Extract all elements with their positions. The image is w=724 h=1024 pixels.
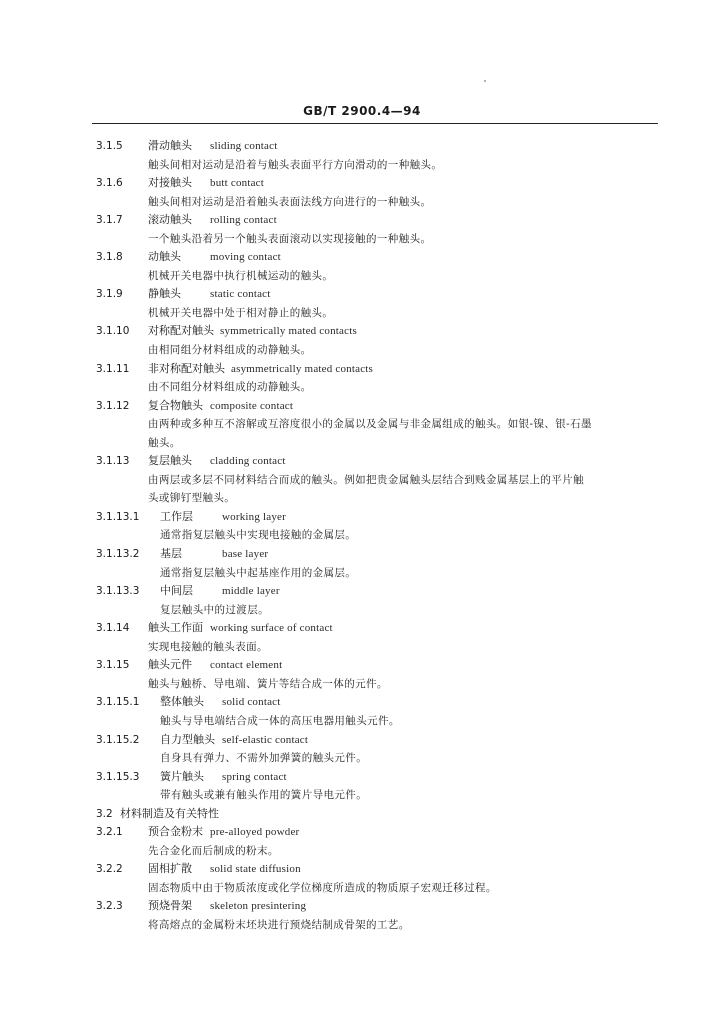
term-chinese: 固相扩散 bbox=[148, 862, 192, 876]
term-number: 3.1.13.2 bbox=[96, 548, 140, 561]
term-english: working layer bbox=[222, 510, 286, 523]
term-chinese: 复合物触头 bbox=[148, 398, 203, 412]
section-title: 材料制造及有关特性 bbox=[120, 806, 219, 820]
term-definition: 通常指复层触头中起基座作用的金属层。 bbox=[160, 566, 357, 579]
term-number: 3.1.11 bbox=[96, 362, 130, 375]
term-line bbox=[0, 545, 724, 564]
term-line bbox=[0, 285, 724, 304]
term-line bbox=[0, 360, 724, 379]
term-english: solid contact bbox=[222, 696, 281, 709]
term-chinese: 预合金粉末 bbox=[148, 825, 203, 839]
term-definition: 固态物质中由于物质浓度或化学位梯度所造成的物质原子宏观迁移过程。 bbox=[148, 881, 497, 894]
term-english: base layer bbox=[222, 548, 269, 561]
term-number: 3.1.14 bbox=[96, 622, 130, 635]
term-line bbox=[0, 137, 724, 156]
term-definition: 一个触头沿着另一个触头表面滚动以实现接触的一种触头。 bbox=[148, 232, 432, 245]
term-definition: 实现电接触的触头表面。 bbox=[148, 640, 268, 653]
term-english: static contact bbox=[210, 288, 271, 301]
term-definition: 由两层或多层不同材料结合而成的触头。例如把贵金属触头层结合到贱金属基层上的平片触 bbox=[148, 473, 584, 486]
term-number: 3.1.15.2 bbox=[96, 733, 140, 746]
term-english: contact element bbox=[210, 659, 283, 672]
term-number: 3.2.2 bbox=[96, 863, 123, 876]
term-number: 3.1.7 bbox=[96, 214, 123, 227]
term-english: composite contact bbox=[210, 399, 294, 412]
term-chinese: 整体触头 bbox=[160, 695, 204, 709]
term-chinese: 对称配对触头 bbox=[148, 324, 214, 338]
term-number: 3.1.15.1 bbox=[96, 696, 140, 709]
term-chinese: 复层触头 bbox=[148, 454, 192, 468]
section-number: 3.2 bbox=[96, 807, 113, 820]
term-english: butt contact bbox=[210, 177, 265, 190]
term-definition: 通常指复层触头中实现电接触的金属层。 bbox=[160, 529, 357, 542]
term-chinese: 簧片触头 bbox=[160, 769, 204, 783]
term-definition: 先合金化而后制成的粉末。 bbox=[148, 844, 279, 857]
term-english: middle layer bbox=[222, 585, 280, 598]
term-number: 3.1.13 bbox=[96, 455, 130, 468]
term-line bbox=[0, 693, 724, 712]
term-english: sliding contact bbox=[210, 140, 278, 152]
scan-speck bbox=[484, 80, 486, 82]
section-heading bbox=[0, 805, 724, 824]
term-definition: 自身具有弹力、不需外加弹簧的触头元件。 bbox=[160, 752, 368, 765]
term-chinese: 工作层 bbox=[160, 509, 193, 523]
term-line bbox=[0, 768, 724, 787]
term-line bbox=[0, 174, 724, 193]
term-definition: 触头与触桥、导电端、簧片等结合成一体的元件。 bbox=[148, 677, 388, 690]
term-line bbox=[0, 656, 724, 675]
term-english: asymmetrically mated contacts bbox=[231, 362, 374, 375]
term-number: 3.1.13.1 bbox=[96, 510, 140, 523]
term-number: 3.2.3 bbox=[96, 900, 123, 913]
term-chinese: 动触头 bbox=[148, 250, 181, 264]
term-line bbox=[0, 582, 724, 601]
term-english: cladding contact bbox=[210, 455, 286, 468]
term-line bbox=[0, 452, 724, 471]
term-number: 3.1.12 bbox=[96, 399, 130, 412]
term-chinese: 预烧骨架 bbox=[148, 899, 192, 913]
term-number: 3.1.5 bbox=[96, 140, 123, 152]
term-english: moving contact bbox=[210, 251, 281, 264]
term-english: spring contact bbox=[222, 770, 287, 783]
term-number: 3.1.8 bbox=[96, 251, 123, 264]
term-definition: 由两种或多种互不溶解或互溶度很小的金属以及金属与非金属组成的触头。如银-镍、银-石墨 bbox=[148, 418, 592, 431]
header-rule bbox=[92, 123, 658, 124]
term-chinese: 基层 bbox=[160, 547, 182, 561]
term-line bbox=[0, 397, 724, 416]
term-line bbox=[0, 248, 724, 267]
term-definition: 由不同组分材料组成的动静触头。 bbox=[148, 381, 312, 394]
term-chinese: 滑动触头 bbox=[148, 139, 192, 152]
term-number: 3.1.10 bbox=[96, 325, 130, 338]
term-line bbox=[0, 823, 724, 842]
term-line bbox=[0, 322, 724, 341]
term-english: self-elastic contact bbox=[222, 733, 309, 746]
term-number: 3.1.6 bbox=[96, 177, 123, 190]
term-number: 3.1.13.3 bbox=[96, 585, 140, 598]
term-chinese: 触头元件 bbox=[148, 658, 192, 672]
term-definition: 由相同组分材料组成的动静触头。 bbox=[148, 344, 312, 357]
term-number: 3.1.15.3 bbox=[96, 770, 140, 783]
term-number: 3.2.1 bbox=[96, 826, 123, 839]
term-chinese: 静触头 bbox=[148, 287, 181, 301]
term-chinese: 对接触头 bbox=[148, 176, 192, 190]
term-english: skeleton presintering bbox=[210, 900, 307, 913]
term-number: 3.1.15 bbox=[96, 659, 130, 672]
term-definition: 机械开关电器中执行机械运动的触头。 bbox=[148, 269, 334, 282]
term-english: rolling contact bbox=[210, 214, 277, 227]
term-english: pre-alloyed powder bbox=[210, 826, 300, 839]
term-definition: 机械开关电器中处于相对静止的触头。 bbox=[148, 306, 334, 319]
term-chinese: 自力型触头 bbox=[160, 732, 215, 746]
term-line bbox=[0, 897, 724, 916]
term-definition: 触头间相对运动是沿着触头表面法线方向进行的一种触头。 bbox=[148, 195, 432, 208]
term-english: solid state diffusion bbox=[210, 863, 301, 876]
page-header: GB/T 2900.4—94 bbox=[303, 104, 421, 118]
term-definition: 将高熔点的金属粉末坯块进行预烧结制成骨架的工艺。 bbox=[148, 918, 410, 931]
term-definition: 触头。 bbox=[148, 436, 181, 449]
term-english: working surface of contact bbox=[210, 622, 333, 635]
term-english: symmetrically mated contacts bbox=[220, 325, 357, 338]
term-line bbox=[0, 619, 724, 638]
term-line bbox=[0, 211, 724, 230]
term-definition: 触头与导电端结合成一体的高压电器用触头元件。 bbox=[160, 714, 400, 727]
term-line bbox=[0, 860, 724, 879]
term-definition: 带有触头或兼有触头作用的簧片导电元件。 bbox=[160, 789, 368, 802]
term-definition: 触头间相对运动是沿着与触头表面平行方向滑动的一种触头。 bbox=[148, 158, 443, 171]
term-list bbox=[0, 137, 724, 935]
term-definition: 头或铆钉型触头。 bbox=[148, 492, 236, 505]
term-definition: 复层触头中的过渡层。 bbox=[160, 603, 269, 616]
term-line bbox=[0, 508, 724, 527]
term-line bbox=[0, 731, 724, 750]
term-chinese: 非对称配对触头 bbox=[148, 361, 225, 375]
term-number: 3.1.9 bbox=[96, 288, 123, 301]
term-chinese: 中间层 bbox=[160, 584, 193, 598]
term-chinese: 滚动触头 bbox=[148, 213, 192, 227]
term-chinese: 触头工作面 bbox=[148, 621, 203, 635]
